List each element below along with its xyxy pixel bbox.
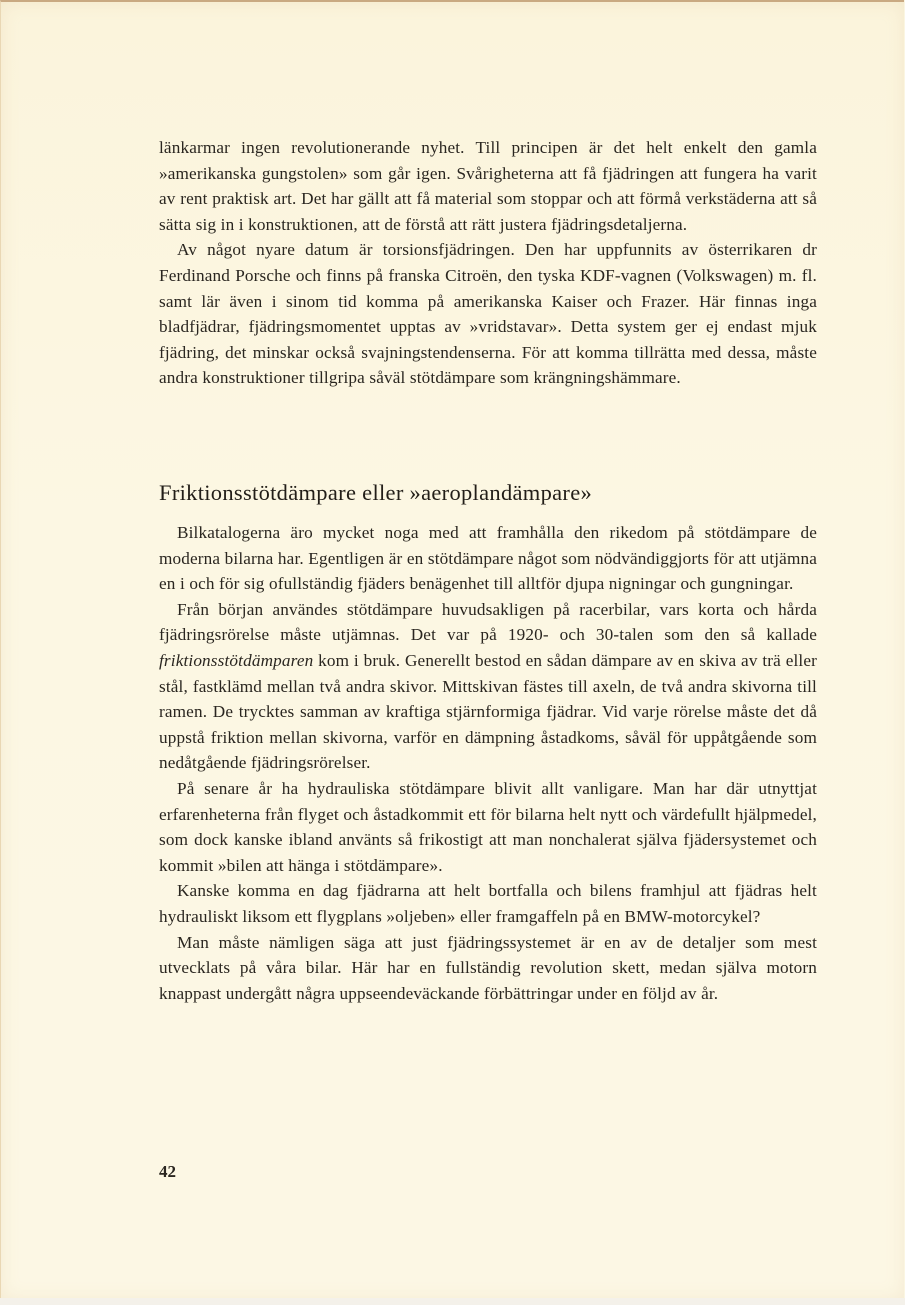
- paragraph-continuation: länkarmar ingen revolutionerande nyhet. Till principen är det helt enkelt den gamla »amerikanska gungstolen» som går igen. Svårigheterna att få fjädringen att fungera ha varit av rent praktisk art. Det har gällt att få material som stoppar och att förmå verkstäderna att så sätta sig in i konstruktionen, att de förstå att rätt justera fjädringsdetaljerna.: [159, 138, 817, 234]
- text-run: Från början användes stötdämpare huvudsakligen på racerbilar, vars korta och hårda fjädringsrörelse måste utjämnas. Det var på 1920- och 30-talen som den så kallade: [159, 599, 817, 645]
- paragraph-conclusion: Man måste nämligen säga att just fjädringssystemet är en av de detaljer som mest utvecklats på våra bilar. Här har en fullständig revolution skett, medan själva motorn knappast undergått några uppseendeväckande förbättringar under en följd av år.: [159, 932, 817, 1003]
- paragraph-hydraulic: På senare år ha hydrauliska stötdämpare blivit allt vanligare. Man har där utnyttjat erfarenheterna från flyget och åstadkommit ett för bilarna helt nytt och värdefullt hjälpmedel, som dock kanske ibland använts så frikostigt att man nonchalerat själva fjädersystemet och kommit »bilen att hänga i stötdämpare».: [159, 778, 817, 875]
- text-run: kom i bruk. Generellt bestod en sådan dämpare av en skiva av trä eller stål, fastklämd mellan två andra skivor. Mittskivan fästes till axeln, de två andra skivorna till ramen. De trycktes samman av kraftiga stjärnformiga fjädrar. Vid varje rörelse måste det då uppstå friktion mellan skivorna, varför en dämpning åstadkoms, såväl för uppåtgående som nedåtgående fjädringsrörelser.: [159, 650, 817, 773]
- page-number: 42: [159, 1162, 176, 1181]
- page-bottom-edge: [0, 1298, 905, 1305]
- paragraph-torsion: Av något nyare datum är torsionsfjädringen. Den har uppfunnits av österrikaren dr Ferdinand Porsche och finns på franska Citroën, den tyska KDF-vagnen (Volkswagen) m. fl. samt lär även i sinom tid komma på amerikanska Kaiser och Frazer. Här finnas inga bladfjädrar, fjädringsmomentet upptas av »vridstavar». Detta system ger ej endast mjuk fjädring, det minskar också svajningstendenserna. För att komma tillrätta med dessa, måste andra konstruktioner tillgripa såväl stötdämpare som krängningshämmare.: [159, 240, 817, 388]
- body-text-section-1: [159, 135, 817, 391]
- paragraph-future: Kanske komma en dag fjädrarna att helt bortfalla och bilens framhjul att fjädras helt hydrauliskt liksom ett flygplans »oljeben» eller framgaffeln på en BMW-motorcykel?: [159, 881, 817, 926]
- paragraph-catalogs: Bilkatalogerna äro mycket noga med att framhålla den rikedom på stötdämpare de moderna bilarna har. Egentligen är en stötdämpare något som nödvändiggjorts för att utjämna en i och för sig ofullständig fjäders benägenhet till alltför djupa nigningar och gungningar.: [159, 523, 817, 594]
- section-heading: Friktionsstötdämpare eller »aeroplandämpare»: [159, 480, 593, 505]
- paragraph-friction-dampers: [159, 597, 817, 776]
- body-text-section-2: [159, 520, 817, 1006]
- italic-term: friktionsstötdämparen: [159, 650, 314, 670]
